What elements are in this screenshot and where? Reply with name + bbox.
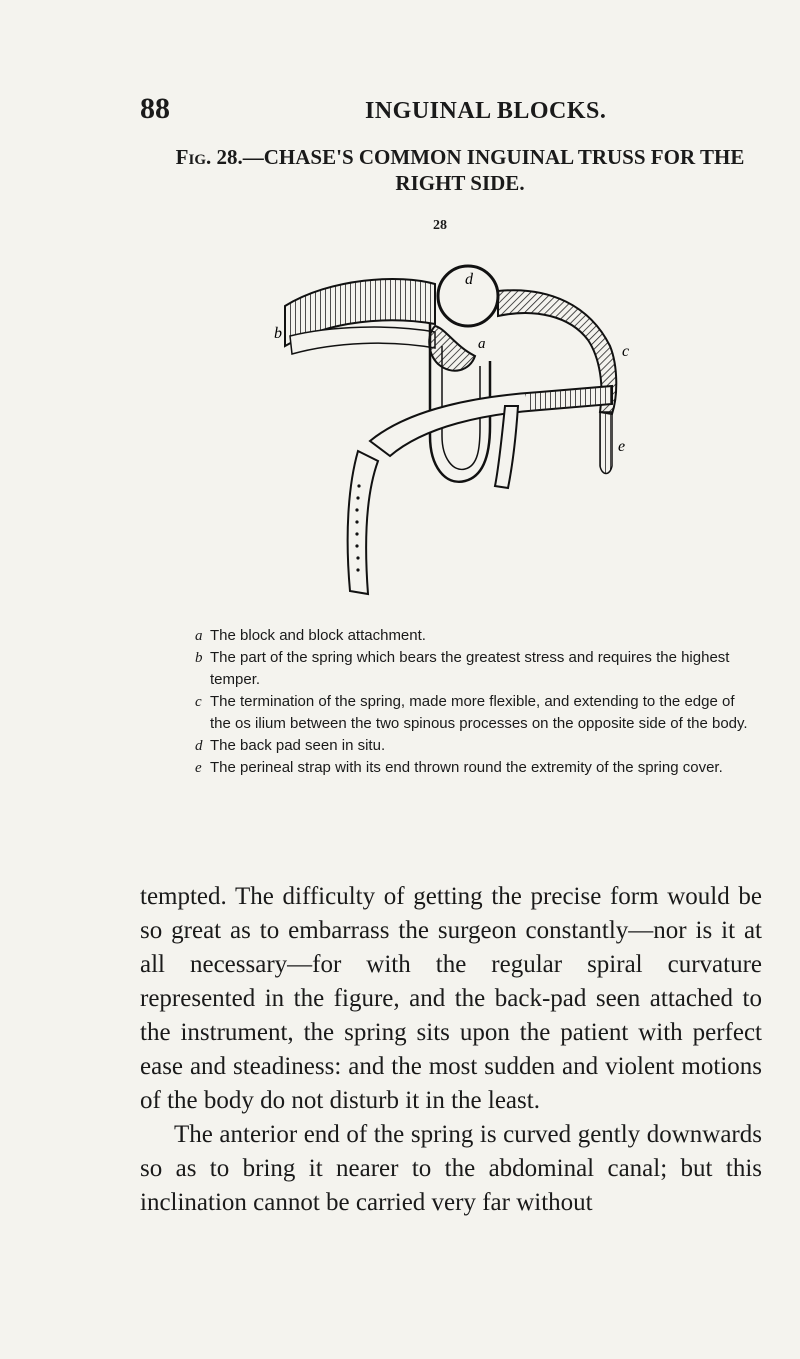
legend-letter: e xyxy=(195,760,202,776)
front-strap xyxy=(495,406,518,488)
perineal-strap xyxy=(348,451,378,594)
body-text xyxy=(140,880,762,1220)
page-number: 88 xyxy=(140,92,170,125)
legend-item-b xyxy=(195,647,755,691)
figure-caption-label: Fig. 28. xyxy=(175,145,243,169)
legend-letter: d xyxy=(195,738,203,754)
legend-item-e xyxy=(195,757,755,779)
legend-text: The perineal strap with its end thrown round the extremity of the spring cover. xyxy=(210,759,723,776)
label-b: b xyxy=(274,325,282,342)
figure-caption xyxy=(150,144,770,196)
label-d: d xyxy=(465,271,473,288)
strap-buckle xyxy=(600,412,612,474)
legend-letter: b xyxy=(195,650,203,666)
legend-item-d xyxy=(195,735,755,757)
label-e: e xyxy=(618,438,626,455)
body-paragraph: tempted. The difficulty of getting the precise form would be so great as to embarrass the surgeon constantly—nor is it at all necessary—for with the regular spiral curvature represented in the figure, and the back-pad seen attached to the instrument, the spring sits upon the patient with perfect ease and steadiness: and the most sudden and violent motions of the body do not disturb it in the least. xyxy=(140,883,762,1114)
label-c: c xyxy=(622,343,630,360)
running-head: INGUINAL BLOCKS. xyxy=(365,98,607,124)
spring-band-inner xyxy=(290,327,435,354)
legend-item-a xyxy=(195,625,755,647)
legend-text: The part of the spring which bears the greatest stress and requires the highest temper. xyxy=(210,649,730,688)
label-a: a xyxy=(478,336,486,352)
truss-figure xyxy=(240,218,640,618)
legend-letter: c xyxy=(195,694,202,710)
truss-illustration xyxy=(240,236,640,616)
body-paragraph: The anterior end of the spring is curved gently downwards so as to bring it nearer to the abdominal canal; but this inclination cannot be carried very far without xyxy=(140,1121,762,1216)
figure-legend xyxy=(195,625,755,779)
figure-number: 28 xyxy=(433,218,447,233)
legend-item-c xyxy=(195,691,755,735)
legend-text: The block and block attachment. xyxy=(210,627,426,644)
page-header xyxy=(140,92,760,132)
legend-text: The termination of the spring, made more flexible, and extending to the edge of the os ilium between the two spinous processes on the opposite side of the body. xyxy=(210,693,748,732)
block-attachment xyxy=(429,326,475,371)
legend-text: The back pad seen in situ. xyxy=(210,737,386,754)
figure-caption-title: —CHASE'S COMMON INGUINAL TRUSS FOR THE RIGHT SIDE. xyxy=(242,145,745,195)
legend-letter: a xyxy=(195,628,203,644)
